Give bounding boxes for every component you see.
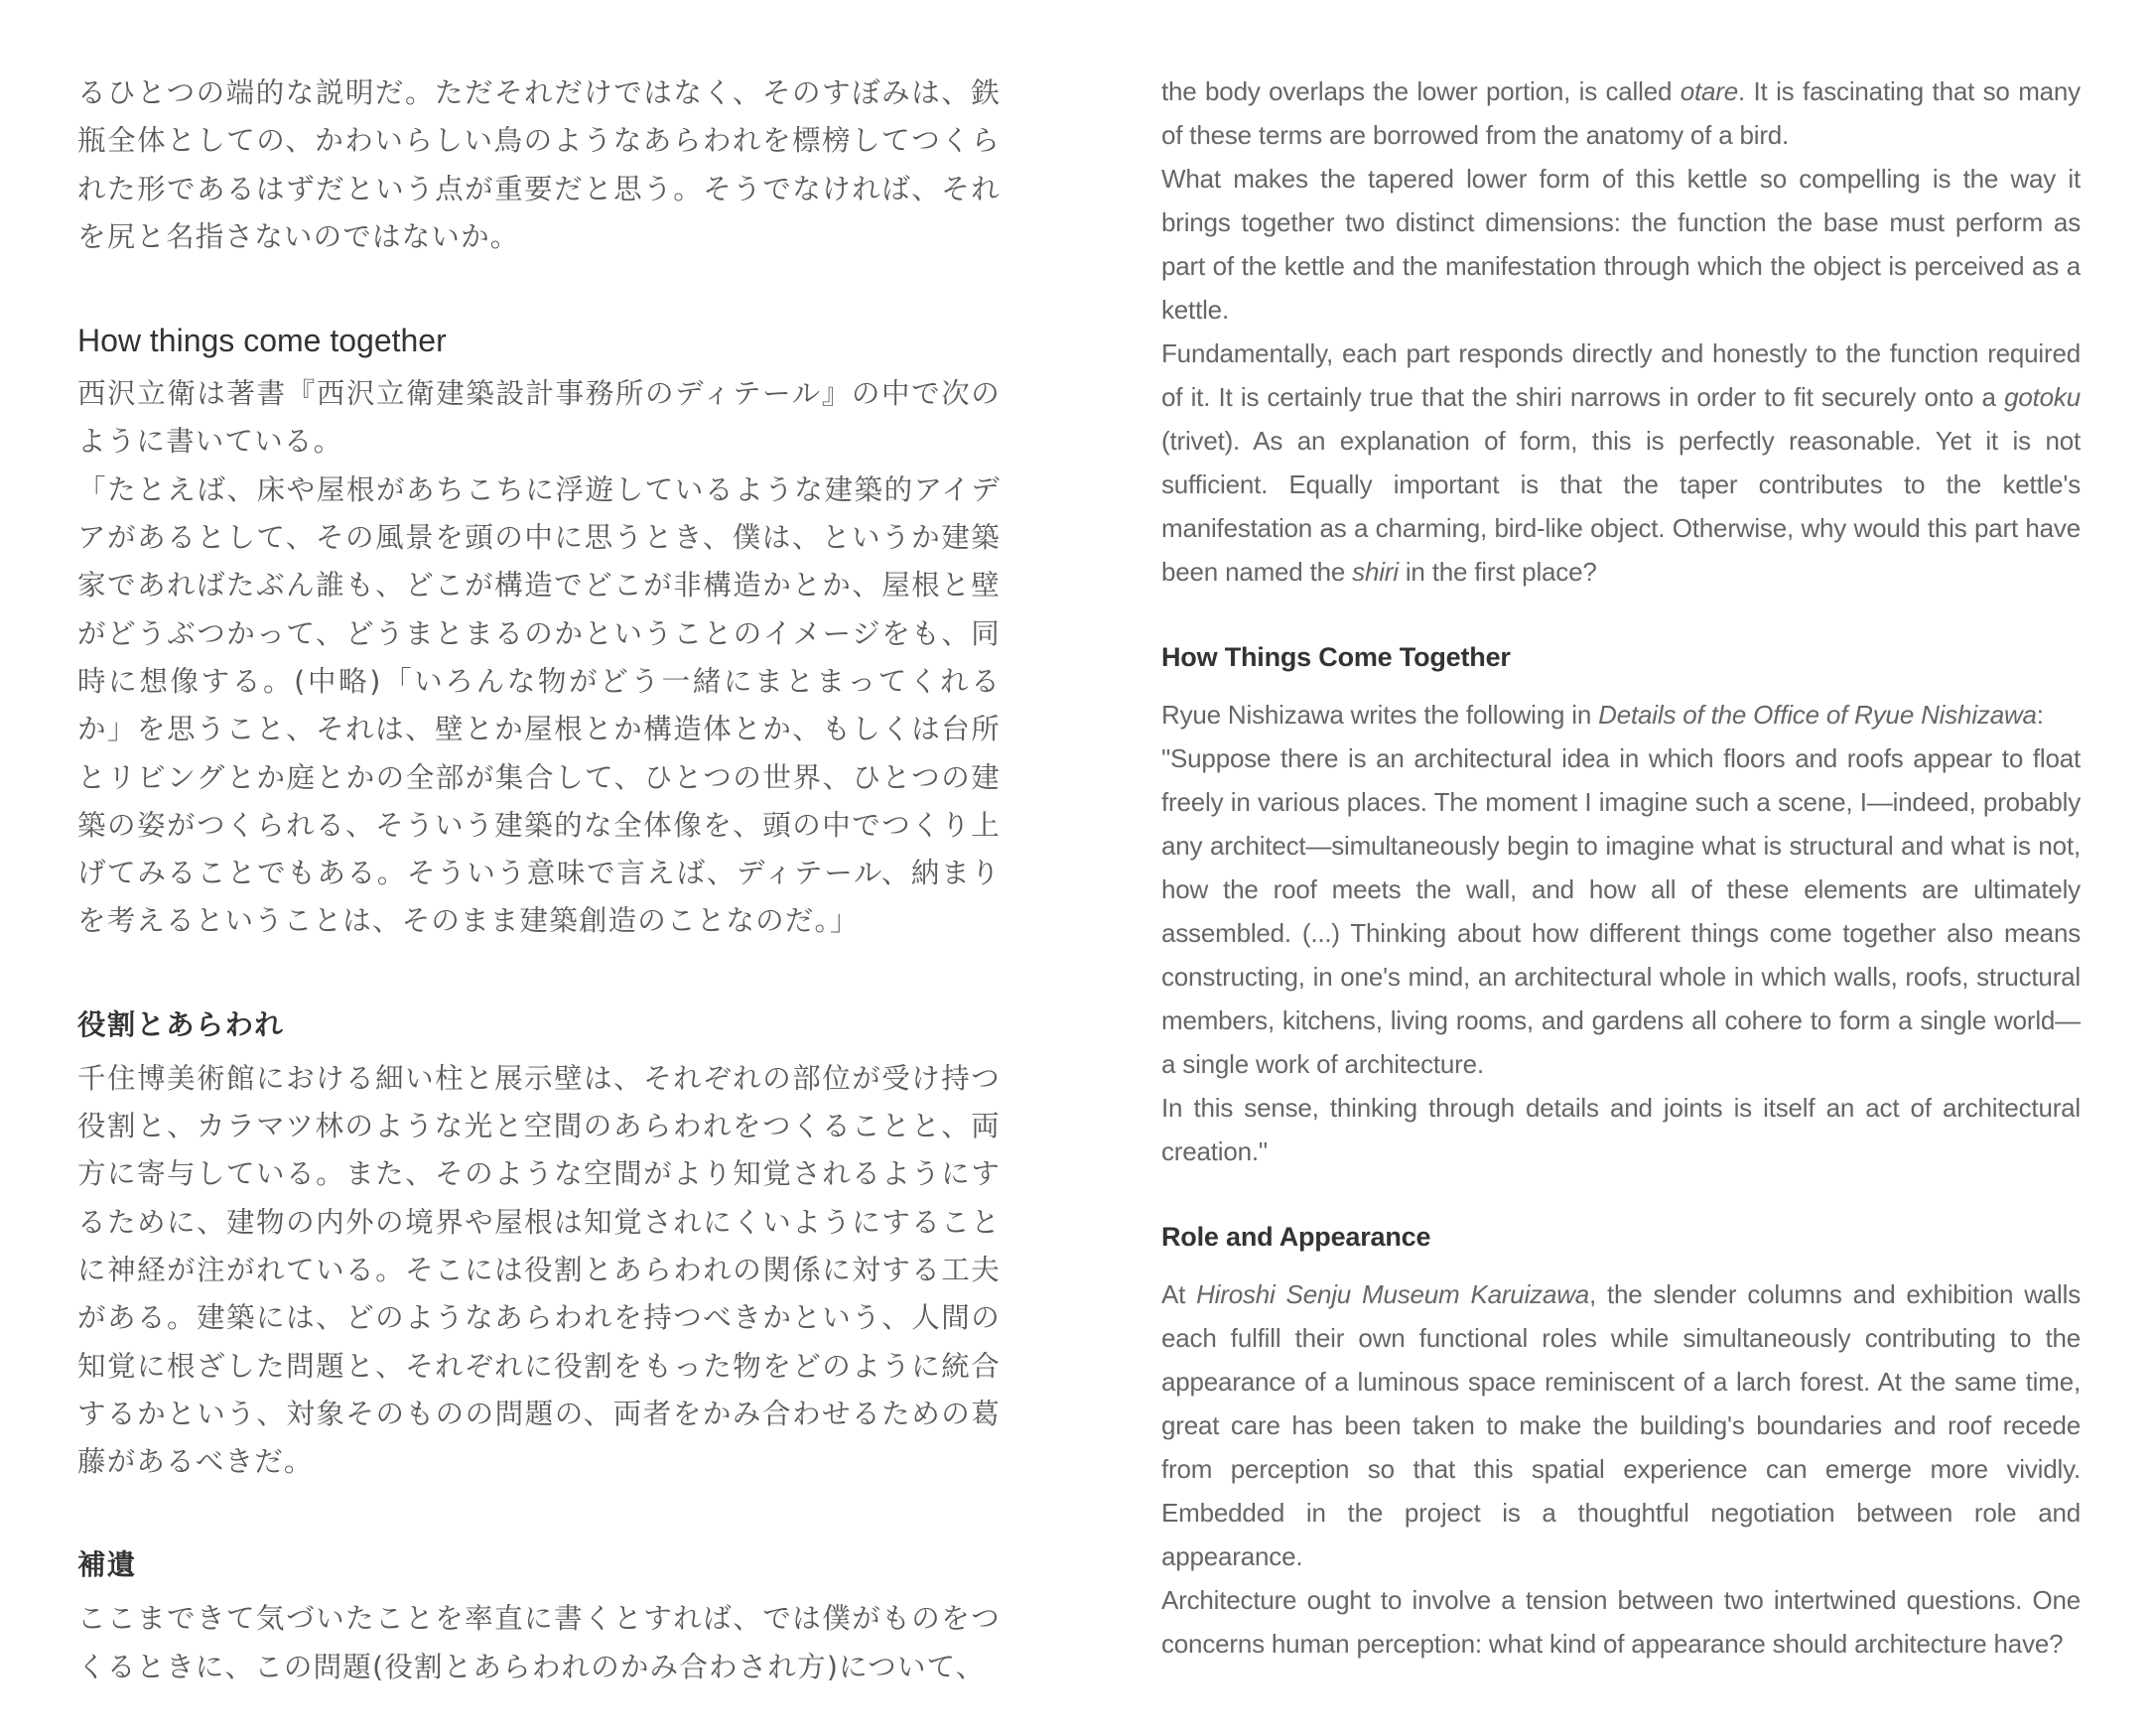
en-intro-p1-text-a: the body overlaps the lower portion, is called bbox=[1161, 76, 1681, 106]
en-s2-p1-text-a: At bbox=[1161, 1279, 1197, 1309]
en-intro-paragraph-3 bbox=[1161, 332, 2081, 594]
ja-section1-paragraph-1: 西沢立衛は著書『西沢立衛建築設計事務所のディテール』の中で次のように書いている。 bbox=[77, 377, 1001, 459]
japanese-text-column bbox=[77, 69, 1001, 1691]
en-book-title: Details of the Office of Ryue Nishizawa bbox=[1598, 700, 2037, 730]
en-section2-heading: Role and Appearance bbox=[1161, 1222, 1431, 1252]
en-section1-heading: How Things Come Together bbox=[1161, 642, 1511, 672]
en-intro-paragraph-2: What makes the tapered lower form of this kettle so compelling is the way it brings together two distinct dimensions: the function the base must perform as part of the kettle and the manifestation through which the object is perceived as a kettle. bbox=[1161, 164, 2081, 325]
en-museum-name: Hiroshi Senju Museum Karuizawa bbox=[1196, 1279, 1590, 1309]
en-s1-p1-text-a: Ryue Nishizawa writes the following in bbox=[1161, 700, 1599, 730]
en-s2-p1-text-b: , the slender columns and exhibition walls each fulfill their own functional roles while simultaneously contributing to the appearance of a luminous space reminiscent of a larch forest. At the same time, great care has been taken to make the building's boundaries and roof recede from perception so that this spatial experience can emerge more vividly. Embedded in the project is a thoughtful negotiation between role and appearance. bbox=[1161, 1279, 2081, 1571]
en-section1-paragraph-1 bbox=[1161, 693, 2081, 736]
en-section2-paragraph-2: Architecture ought to involve a tension between two intertwined questions. One concerns human perception: what kind of appearance should architecture have? bbox=[1161, 1585, 2081, 1659]
en-intro-p3-text-c: in the first place? bbox=[1398, 557, 1597, 587]
en-s1-p1-text-b: : bbox=[2036, 700, 2044, 730]
en-term-shiri: shiri bbox=[1352, 557, 1399, 587]
ja-section1-quote-paragraph: 「たとえば、床や屋根があちこちに浮遊しているような建築的アイデアがあるとして、その風景を頭の中に思うとき、僕は、というか建築家であればたぶん誰も、どこが構造でどこが非構造かとか、屋根と壁がどうぶつかって、どうまとまるのかということのイメージをも、同時に想像する。(中略)「いろんな物がどう一緒にまとまってくれるか」を思うこと、それは、壁とか屋根とか構造体とか、もしくは台所とリビングとか庭とかの全部が集合して、ひとつの世界、ひとつの建築の姿がつくられる、そういう建築的な全体像を、頭の中でつくり上げてみることでもある。そういう意味で言えば、ディテール、納まりを考えるということは、そのまま建築創造のことなのだ。」 bbox=[77, 472, 1001, 938]
en-section1-quote-paragraph: "Suppose there is an architectural idea in which floors and roofs appear to float freely in various places. The moment I imagine such a scene, I—indeed, probably any architect—simultaneously begin to imagine what is structural and what is not, how the roof meets the wall, and how all of these elements are ultimately assembled. (...) Thinking about how different things come together also means constructing, in one's mind, an architectural whole in which walls, roofs, structural members, kitchens, living rooms, and gardens all cohere to form a single world—a single work of architecture. bbox=[1161, 743, 2081, 1079]
en-term-otare: otare bbox=[1680, 76, 1738, 106]
ja-section1-heading: How things come together bbox=[77, 323, 447, 359]
en-section1-paragraph-3: In this sense, thinking through details and joints is itself an act of architectural creation." bbox=[1161, 1093, 2081, 1166]
en-intro-p3-text-b: (trivet). As an explanation of form, this is perfectly reasonable. Yet it is not sufficient. Equally important is that the taper contributes to the kettle's manifestation as a charming, bird-like object. Otherwise, why would this part have been named the bbox=[1161, 426, 2081, 587]
en-term-gotoku: gotoku bbox=[2004, 382, 2081, 412]
ja-section3-paragraph: ここまできて気づいたことを率直に書くとすれば、では僕がものをつくるときに、この問題(役割とあらわれのかみ合わされ方)について、 bbox=[77, 1602, 1001, 1683]
en-intro-paragraph-1 bbox=[1161, 69, 2081, 157]
en-intro-p3-text-a: Fundamentally, each part responds directly and honestly to the function required of it. It is certainly true that the shiri narrows in order to fit securely onto a bbox=[1161, 338, 2081, 412]
en-section2-paragraph-1 bbox=[1161, 1272, 2081, 1578]
ja-section2-paragraph: 千住博美術館における細い柱と展示壁は、それぞれの部位が受け持つ役割と、カラマツ林のような光と空間のあらわれをつくることと、両方に寄与している。また、そのような空間がより知覚されるようにするために、建物の内外の境界や屋根は知覚されにくいようにすることに神経が注がれている。そこには役割とあらわれの関係に対する工夫がある。建築には、どのようなあらわれを持つべきかという、人間の知覚に根ざした問題と、それぞれに役割をもった物をどのように統合するかという、対象そのものの問題の、両者をかみ合わせるための葛藤があるべきだ。 bbox=[77, 1061, 1001, 1479]
ja-section2-heading: 役割とあらわれ bbox=[77, 1007, 284, 1041]
en-intro-p1-text-b: . It is fascinating that so many of these terms are borrowed from the anatomy of a bird. bbox=[1161, 76, 2081, 150]
ja-section3-heading: 補遺 bbox=[77, 1548, 137, 1582]
ja-intro-paragraph: るひとつの端的な説明だ。ただそれだけではなく、そのすぼみは、鉄瓶全体としての、かわいらしい鳥のようなあらわれを標榜してつくられた形であるはずだという点が重要だと思う。そうでなければ、それを尻と名指さないのではないか。 bbox=[77, 76, 1001, 253]
english-text-column bbox=[1161, 69, 2081, 1666]
